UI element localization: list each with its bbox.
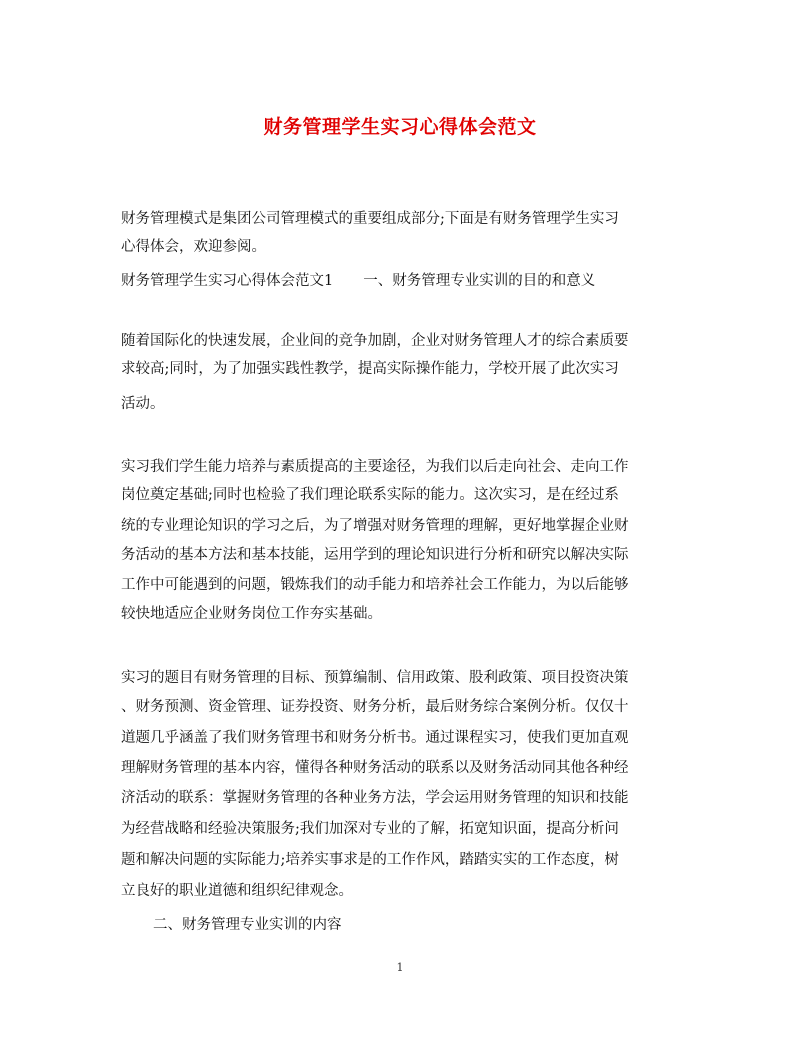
paragraph-line: 较快地适应企业财务岗位工作夯实基础。 [121, 606, 382, 622]
paragraph-line: 岗位奠定基础;同时也检验了我们理论联系实际的能力。这次实习，是在经过系 [121, 487, 619, 503]
paragraph-line: 为经营战略和经验决策服务;我们加深对专业的了解，拓宽知识面，提高分析问 [121, 821, 619, 837]
intro-line: 心得体会，欢迎参阅。 [121, 239, 266, 255]
paragraph-line: 题和解决问题的实际能力;培养实事求是的工作作风，踏踏实实的工作态度，树 [121, 852, 619, 868]
subheading-line [121, 271, 681, 291]
paragraph-line: 求较高;同时，为了加强实践性教学，提高实际操作能力，学校开展了此次实习 [121, 361, 619, 377]
paragraph-line: 、财务预测、资金管理、证券投资、财务分析，最后财务综合案例分析。仅仅十 [121, 699, 629, 715]
paragraph-line: 务活动的基本方法和基本技能，运用学到的理论知识进行分析和研究以解决实际 [121, 547, 629, 563]
paragraph-line: 工作中可能遇到的问题，锻炼我们的动手能力和培养社会工作能力，为以后能够 [121, 577, 629, 593]
paragraph-line: 道题几乎涵盖了我们财务管理书和财务分析书。通过课程实习，使我们更加直观 [121, 730, 629, 746]
paragraph-line: 活动。 [121, 396, 165, 412]
paragraph-line: 实习的题目有财务管理的目标、预算编制、信用政策、股利政策、项目投资决策 [121, 670, 629, 686]
paragraph-line: 随着国际化的快速发展，企业间的竞争加剧，企业对财务管理人才的综合素质要 [121, 333, 629, 349]
paragraph-line: 立良好的职业道德和组织纪律观念。 [121, 883, 353, 899]
paragraph-line: 实习我们学生能力培养与素质提高的主要途径，为我们以后走向社会、走向工作 [121, 459, 629, 475]
paragraph-line: 济活动的联系：掌握财务管理的各种业务方法，学会运用财务管理的知识和技能 [121, 790, 629, 806]
section-heading-1: 一、财务管理专业实训的目的和意义 [363, 273, 596, 289]
document-title: 财务管理学生实习心得体会范文 [263, 116, 537, 138]
section-heading-2: 二、财务管理专业实训的内容 [153, 917, 342, 933]
paragraph-line: 统的专业理论知识的学习之后，为了增强对财务管理的理解，更好地掌握企业财 [121, 518, 629, 534]
intro-line: 财务管理模式是集团公司管理模式的重要组成部分;下面是有财务管理学生实习 [121, 211, 619, 227]
paragraph-line: 理解财务管理的基本内容，懂得各种财务活动的联系以及财务活动同其他各种经 [121, 760, 629, 776]
article-subtitle: 财务管理学生实习心得体会范文1 [121, 273, 334, 289]
page-number: 1 [396, 961, 404, 974]
